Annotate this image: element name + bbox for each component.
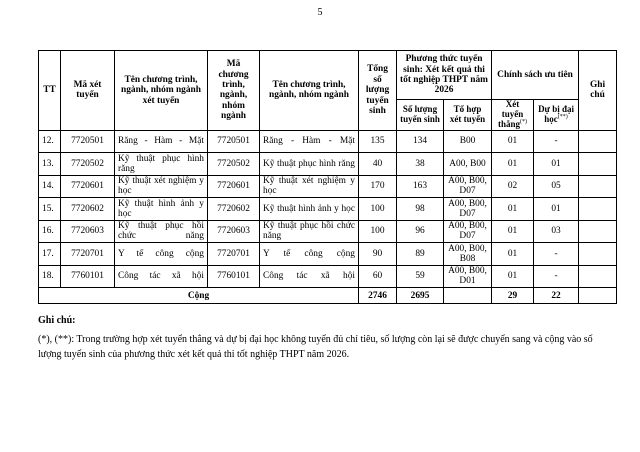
cell-xet-tuyen-thang: 01 [492,153,534,176]
cell-ten-chuong-trinh-xet-tuyen: Công tác xã hội [115,265,208,288]
footnote-marker-1: (*) [520,118,528,125]
cell-ten-chuong-trinh: Kỹ thuật phục hình răng [260,153,359,176]
cell-so-luong: 96 [397,220,444,243]
header-tt: TT [39,51,61,131]
table-row [39,130,617,153]
cell-to-hop: A00, B00, D07 [444,175,492,198]
cell-ma-xet-tuyen: 7720502 [61,153,115,176]
header-tong-so: Tổng số lượng tuyển sinh [359,51,397,131]
cell-ma-chuong-trinh: 7720603 [208,220,260,243]
cell-ten-chuong-trinh-xet-tuyen: Y tế công cộng [115,243,208,266]
cell-tong-so: 170 [359,175,397,198]
header-so-luong: Số lượng tuyển sinh [397,100,444,131]
table-row [39,198,617,221]
total-thang: 29 [492,288,534,304]
table-row [39,153,617,176]
cell-to-hop: A00, B00, D01 [444,265,492,288]
table-body [39,130,617,288]
cell-so-luong: 38 [397,153,444,176]
header-ma-chuong-trinh: Mã chương trình, ngành, nhóm ngành [208,51,260,131]
cell-tong-so: 135 [359,130,397,153]
cell-du-bi: 03 [534,220,579,243]
page-number: 5 [317,7,323,18]
cell-ghi-chu [579,243,617,266]
cell-ma-xet-tuyen: 7720701 [61,243,115,266]
total-tong: 2746 [359,288,397,304]
cell-ten-chuong-trinh: Kỹ thuật hình ảnh y học [260,198,359,221]
notes-section [38,313,618,362]
cell-tt: 14. [39,175,61,198]
cell-ma-xet-tuyen: 7720501 [61,130,115,153]
total-du-bi: 22 [534,288,579,304]
header-ghi-chu: Ghi chú [579,51,617,131]
cell-du-bi: - [534,130,579,153]
cell-tong-so: 60 [359,265,397,288]
cell-ma-chuong-trinh: 7760101 [208,265,260,288]
cell-du-bi: 01 [534,198,579,221]
cell-to-hop: A00, B00 [444,153,492,176]
cell-tong-so: 100 [359,198,397,221]
cell-ghi-chu [579,265,617,288]
cell-xet-tuyen-thang: 01 [492,198,534,221]
cell-ten-chuong-trinh: Kỹ thuật xét nghiệm y học [260,175,359,198]
total-label: Cộng [39,288,359,304]
header-xet-tuyen-thang-label: Xét tuyển thẳng [498,99,524,129]
cell-tt: 18. [39,265,61,288]
header-phuong-thuc: Phương thức tuyển sinh: Xét kết quả thi tốt nghiệp THPT năm 2026 [397,51,492,100]
cell-ten-chuong-trinh: Công tác xã hội [260,265,359,288]
cell-to-hop: A00, B00, D07 [444,198,492,221]
cell-du-bi: - [534,243,579,266]
cell-ten-chuong-trinh: Kỹ thuật phục hồi chức năng [260,220,359,243]
footnote-marker-2: (**) [557,113,568,120]
cell-ghi-chu [579,130,617,153]
header-ten-chuong-trinh: Tên chương trình, ngành, nhóm ngành [260,51,359,131]
cell-ten-chuong-trinh: Răng - Hàm - Mặt [260,130,359,153]
cell-to-hop: A00, B00, D07 [444,220,492,243]
cell-tong-so: 90 [359,243,397,266]
cell-tt: 15. [39,198,61,221]
cell-so-luong: 89 [397,243,444,266]
cell-xet-tuyen-thang: 01 [492,243,534,266]
cell-tt: 12. [39,130,61,153]
cell-tt: 13. [39,153,61,176]
cell-so-luong: 59 [397,265,444,288]
cell-ghi-chu [579,153,617,176]
cell-du-bi: - [534,265,579,288]
cell-ma-xet-tuyen: 7720601 [61,175,115,198]
header-chinh-sach: Chính sách ưu tiên [492,51,579,100]
notes-title: Ghi chú: [38,315,76,326]
table-row [39,175,617,198]
total-ghi-chu [579,288,617,304]
cell-tt: 17. [39,243,61,266]
cell-so-luong: 163 [397,175,444,198]
table-row [39,243,617,266]
cell-xet-tuyen-thang: 01 [492,265,534,288]
cell-tong-so: 40 [359,153,397,176]
cell-tong-so: 100 [359,220,397,243]
cell-xet-tuyen-thang: 01 [492,130,534,153]
header-ma-xet-tuyen: Mã xét tuyển [61,51,115,131]
cell-ten-chuong-trinh-xet-tuyen: Kỹ thuật phục hồi chức năng [115,220,208,243]
cell-ten-chuong-trinh: Y tế công cộng [260,243,359,266]
cell-so-luong: 134 [397,130,444,153]
cell-ma-chuong-trinh: 7720701 [208,243,260,266]
cell-du-bi: 05 [534,175,579,198]
cell-ma-xet-tuyen: 7720602 [61,198,115,221]
cell-ma-chuong-trinh: 7720602 [208,198,260,221]
cell-xet-tuyen-thang: 01 [492,220,534,243]
cell-ten-chuong-trinh-xet-tuyen: Răng - Hàm - Mặt [115,130,208,153]
cell-to-hop: A00, B00, B08 [444,243,492,266]
total-row [39,288,617,304]
header-xet-tuyen-thang [492,100,534,131]
header-to-hop: Tổ hợp xét tuyển [444,100,492,131]
cell-to-hop: B00 [444,130,492,153]
header-row-1 [39,51,617,100]
cell-tt: 16. [39,220,61,243]
header-du-bi-label: Dự bị đại học [538,103,574,124]
cell-ten-chuong-trinh-xet-tuyen: Kỹ thuật xét nghiệm y học [115,175,208,198]
header-du-bi [534,100,579,131]
total-so-luong: 2695 [397,288,444,304]
cell-ma-chuong-trinh: 7720502 [208,153,260,176]
cell-ghi-chu [579,220,617,243]
cell-du-bi: 01 [534,153,579,176]
cell-ma-chuong-trinh: 7720601 [208,175,260,198]
cell-ma-chuong-trinh: 7720501 [208,130,260,153]
cell-so-luong: 98 [397,198,444,221]
table-row [39,220,617,243]
notes-text: (*), (**): Trong trường hợp xét tuyển thẳng và dự bị đại học không tuyển đủ chỉ tiêu, số lượng còn lại sẽ được chuyển sang và cộng vào số lượng tuyển sinh của phương thức xét kết quả thi tốt nghiệp THPT năm 2026. [38,334,593,360]
cell-ghi-chu [579,175,617,198]
total-to-hop [444,288,492,304]
cell-xet-tuyen-thang: 02 [492,175,534,198]
cell-ten-chuong-trinh-xet-tuyen: Kỹ thuật hình ảnh y học [115,198,208,221]
table-row [39,265,617,288]
header-ten-chuong-trinh-xet-tuyen: Tên chương trình, ngành, nhóm ngành xét tuyển [115,51,208,131]
cell-ma-xet-tuyen: 7720603 [61,220,115,243]
cell-ma-xet-tuyen: 7760101 [61,265,115,288]
cell-ghi-chu [579,198,617,221]
cell-ten-chuong-trinh-xet-tuyen: Kỹ thuật phục hình răng [115,153,208,176]
admissions-table [38,50,617,304]
